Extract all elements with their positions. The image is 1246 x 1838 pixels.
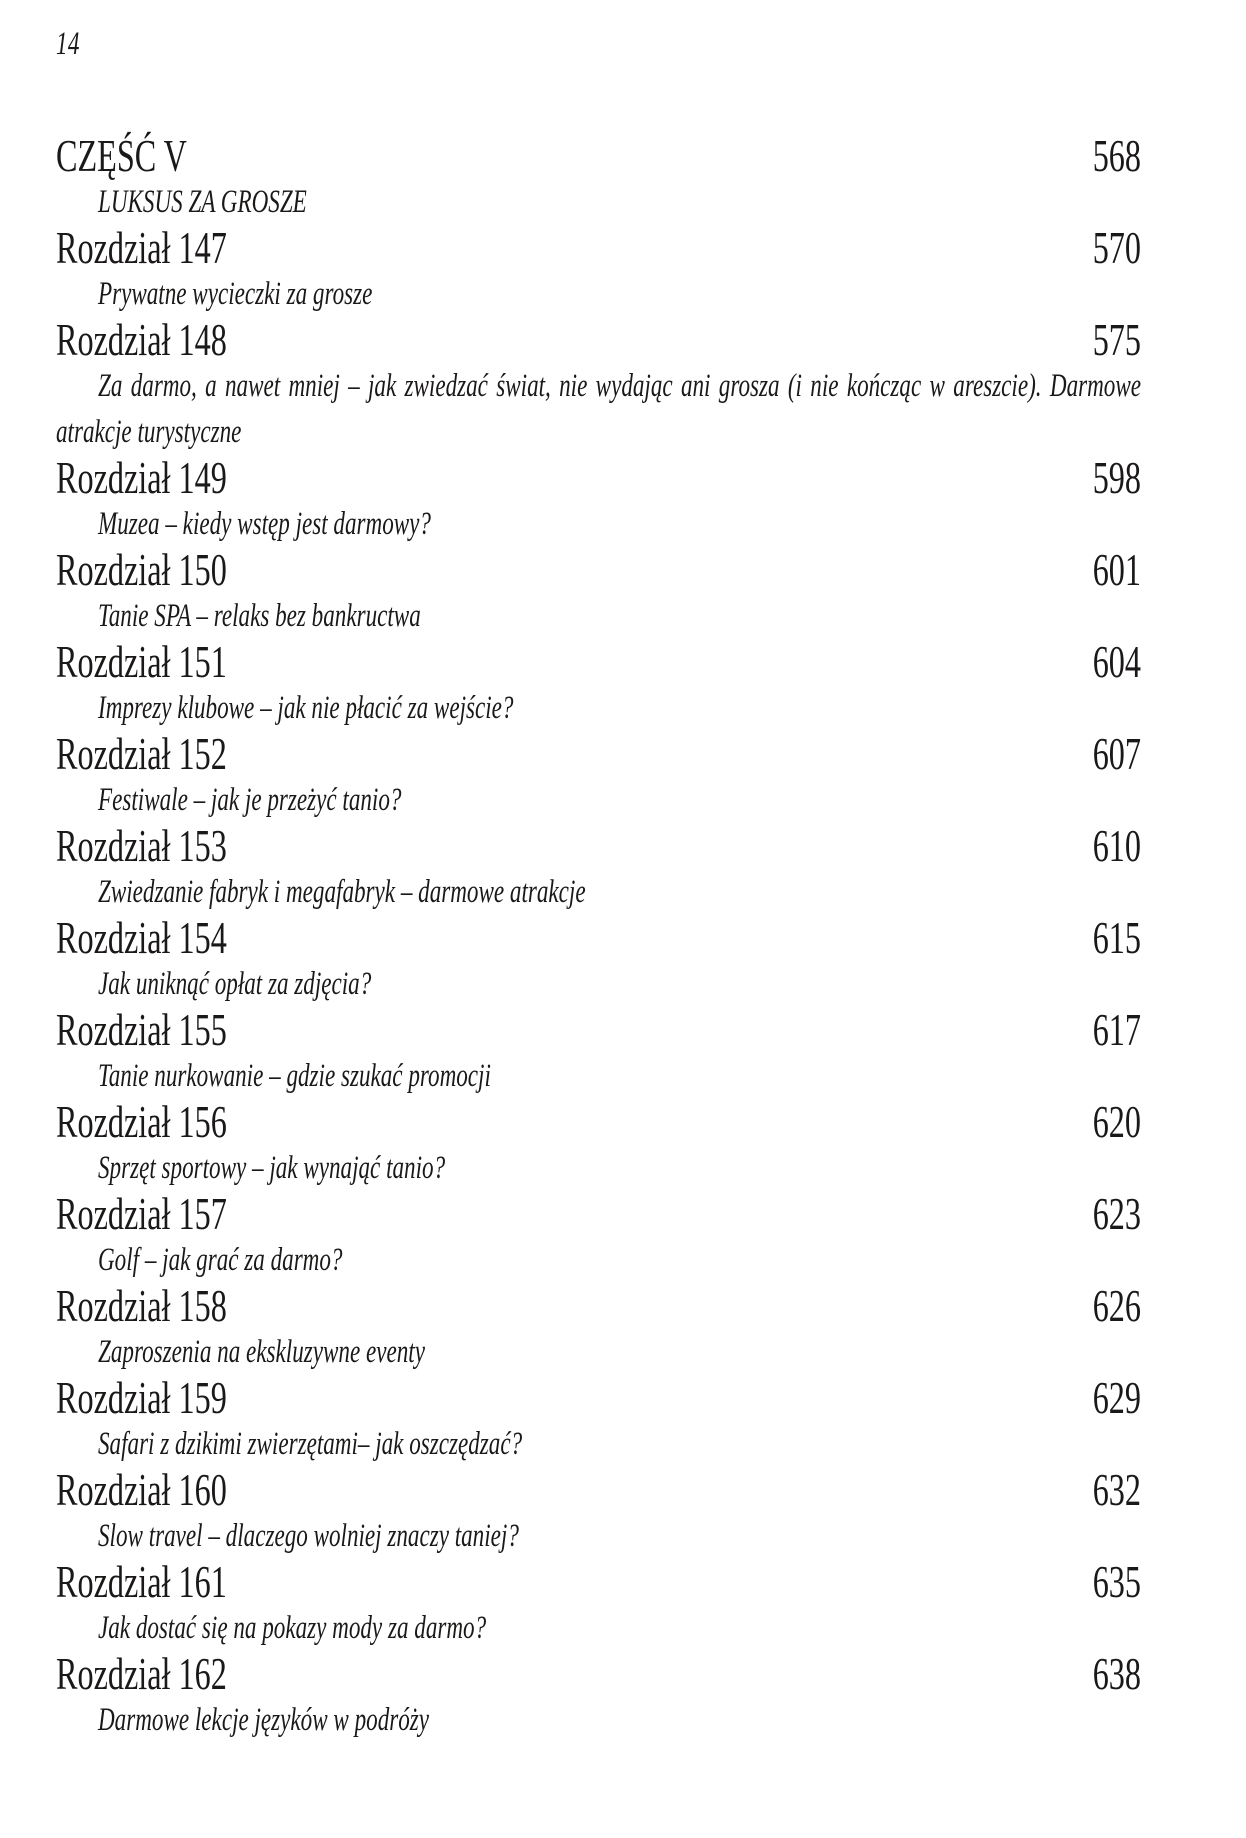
chapter-page-number: 598 [1092, 452, 1141, 503]
toc-part-entry [56, 130, 1141, 225]
chapter-label: Rozdział 156 [56, 1096, 227, 1147]
toc-entry-list [56, 222, 1141, 1743]
toc-entry [56, 1004, 1141, 1099]
chapter-page-number: 620 [1092, 1096, 1141, 1147]
chapter-label: Rozdział 162 [56, 1648, 227, 1699]
chapter-subtitle: Slow travel – dlaczego wolniej znaczy taniej? [98, 1518, 519, 1554]
toc-entry [56, 222, 1141, 317]
chapter-page-number: 615 [1092, 912, 1141, 963]
chapter-page-number: 635 [1092, 1556, 1141, 1607]
chapter-subtitle: Darmowe lekcje języków w podróży [98, 1702, 430, 1738]
chapter-label: Rozdział 160 [56, 1464, 227, 1515]
chapter-subtitle: Zaproszenia na ekskluzywne eventy [98, 1334, 425, 1370]
content-area [56, 28, 1141, 1743]
chapter-page-number: 629 [1092, 1372, 1141, 1423]
toc-entry [56, 1648, 1141, 1743]
chapter-subtitle: Prywatne wycieczki za grosze [98, 276, 373, 312]
chapter-page-number: 610 [1092, 820, 1141, 871]
part-page-number: 568 [1092, 130, 1141, 181]
page-number-folio: 14 [56, 26, 80, 62]
toc-entry [56, 820, 1141, 915]
toc-entry [56, 544, 1141, 639]
toc-entry [56, 1188, 1141, 1283]
chapter-page-number: 601 [1092, 544, 1141, 595]
chapter-subtitle: Sprzęt sportowy – jak wynająć tanio? [98, 1150, 446, 1186]
chapter-page-number: 623 [1092, 1188, 1141, 1239]
part-title: CZĘŚĆ V [56, 130, 187, 181]
toc-entry [56, 1096, 1141, 1191]
toc-entry [56, 452, 1141, 547]
chapter-label: Rozdział 151 [56, 636, 227, 687]
toc-entry [56, 728, 1141, 823]
chapter-label: Rozdział 147 [56, 222, 227, 273]
chapter-subtitle: Tanie nurkowanie – gdzie szukać promocji [98, 1058, 491, 1094]
chapter-page-number: 638 [1092, 1648, 1141, 1699]
chapter-label: Rozdział 155 [56, 1004, 227, 1055]
chapter-label: Rozdział 150 [56, 544, 227, 595]
chapter-label: Rozdział 149 [56, 452, 227, 503]
chapter-label: Rozdział 158 [56, 1280, 227, 1331]
toc-entry [56, 912, 1141, 1007]
chapter-subtitle: Tanie SPA – relaks bez bankructwa [98, 598, 421, 634]
toc-entry [56, 636, 1141, 731]
part-subtitle: LUKSUS ZA GROSZE [98, 184, 307, 220]
toc-entry [56, 314, 1141, 455]
toc-entry [56, 1280, 1141, 1375]
chapter-label: Rozdział 153 [56, 820, 227, 871]
toc-entry [56, 1372, 1141, 1467]
chapter-page-number: 604 [1092, 636, 1141, 687]
chapter-subtitle: Jak uniknąć opłat za zdjęcia? [98, 966, 372, 1002]
chapter-subtitle: Jak dostać się na pokazy mody za darmo? [98, 1610, 487, 1646]
chapter-subtitle: Imprezy klubowe – jak nie płacić za wejście? [98, 690, 514, 726]
toc-entry [56, 1556, 1141, 1651]
chapter-subtitle: Zwiedzanie fabryk i megafabryk – darmowe atrakcje [98, 874, 586, 910]
toc-entry [56, 1464, 1141, 1559]
chapter-page-number: 575 [1092, 314, 1141, 365]
chapter-subtitle: Za darmo, a nawet mniej – jak zwiedzać świat, nie wydając ani grosza (i nie kończąc w areszcie). Darmowe atrakcje turystyczne [56, 368, 1141, 450]
chapter-label: Rozdział 154 [56, 912, 227, 963]
chapter-subtitle: Muzea – kiedy wstęp jest darmowy? [98, 506, 431, 542]
chapter-label: Rozdział 152 [56, 728, 227, 779]
chapter-page-number: 626 [1092, 1280, 1141, 1331]
chapter-page-number: 570 [1092, 222, 1141, 273]
chapter-label: Rozdział 157 [56, 1188, 227, 1239]
chapter-subtitle: Golf – jak grać za darmo? [98, 1242, 343, 1278]
chapter-label: Rozdział 148 [56, 314, 227, 365]
chapter-subtitle: Safari z dzikimi zwierzętami– jak oszczędzać? [98, 1426, 523, 1462]
chapter-label: Rozdział 159 [56, 1372, 227, 1423]
chapter-page-number: 632 [1092, 1464, 1141, 1515]
chapter-page-number: 617 [1092, 1004, 1141, 1055]
table-of-contents [56, 130, 1141, 1743]
chapter-label: Rozdział 161 [56, 1556, 227, 1607]
chapter-subtitle: Festiwale – jak je przeżyć tanio? [98, 782, 402, 818]
chapter-page-number: 607 [1092, 728, 1141, 779]
